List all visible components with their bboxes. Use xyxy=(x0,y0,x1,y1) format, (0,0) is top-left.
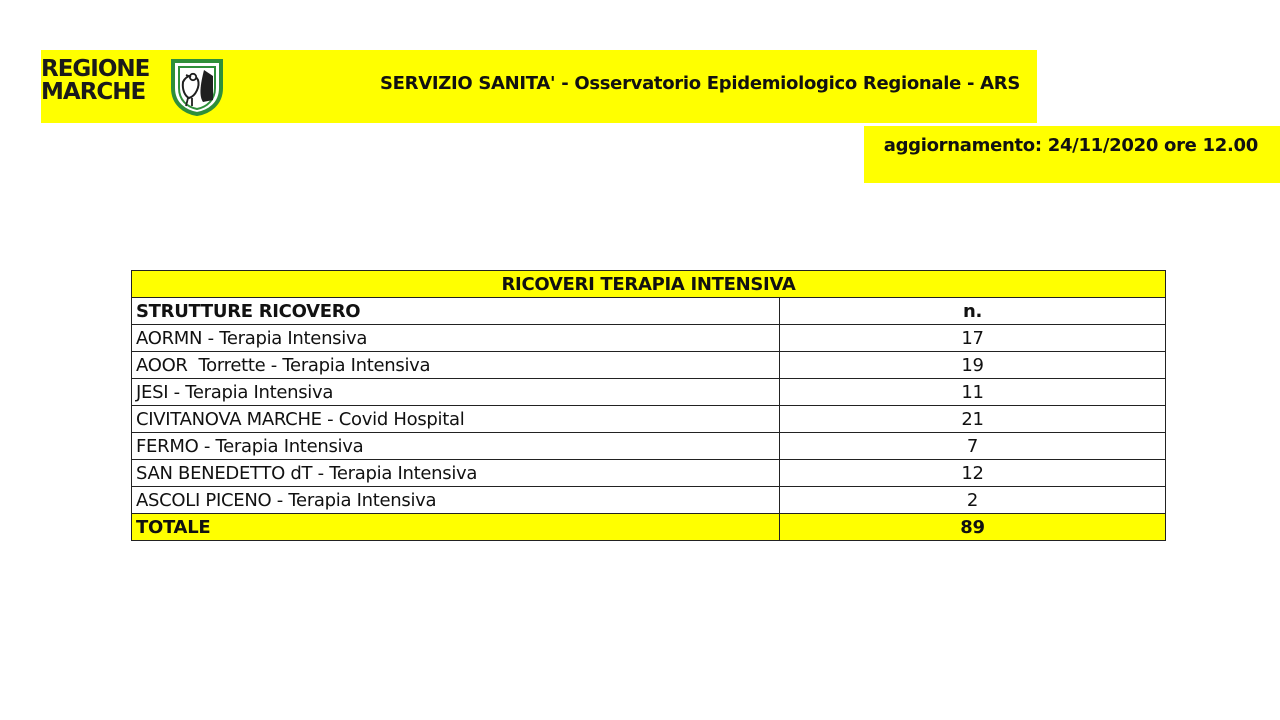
regione-marche-logo xyxy=(41,58,231,116)
table-total-row xyxy=(132,514,1166,541)
table-row xyxy=(132,352,1166,379)
row-name: AORMN - Terapia Intensiva xyxy=(132,325,780,352)
row-count: 11 xyxy=(780,379,1166,406)
row-name: JESI - Terapia Intensiva xyxy=(132,379,780,406)
logo-text xyxy=(41,58,169,104)
table-row xyxy=(132,460,1166,487)
page-title: SERVIZIO SANITA' - Osservatorio Epidemiologico Regionale - ARS xyxy=(379,73,1020,94)
row-name: AOOR Torrette - Terapia Intensiva xyxy=(132,352,780,379)
table-row xyxy=(132,379,1166,406)
table-row xyxy=(132,433,1166,460)
update-timestamp: aggiornamento: 24/11/2020 ore 12.00 xyxy=(883,135,1258,156)
regione-marche-emblem-icon xyxy=(169,58,225,116)
row-name: ASCOLI PICENO - Terapia Intensiva xyxy=(132,487,780,514)
row-name: SAN BENEDETTO dT - Terapia Intensiva xyxy=(132,460,780,487)
table-header-row xyxy=(132,298,1166,325)
icu-table xyxy=(131,270,1166,541)
row-name: CIVITANOVA MARCHE - Covid Hospital xyxy=(132,406,780,433)
row-count: 21 xyxy=(780,406,1166,433)
row-count: 2 xyxy=(780,487,1166,514)
table-row xyxy=(132,487,1166,514)
table-row xyxy=(132,406,1166,433)
logo-line-2: MARCHE xyxy=(41,79,146,105)
table-title-row xyxy=(132,271,1166,298)
row-name: FERMO - Terapia Intensiva xyxy=(132,433,780,460)
row-count: 7 xyxy=(780,433,1166,460)
row-count: 17 xyxy=(780,325,1166,352)
table-title: RICOVERI TERAPIA INTENSIVA xyxy=(132,271,1166,298)
column-header-structures: STRUTTURE RICOVERO xyxy=(132,298,780,325)
row-count: 19 xyxy=(780,352,1166,379)
total-value: 89 xyxy=(780,514,1166,541)
table-row xyxy=(132,325,1166,352)
column-header-count: n. xyxy=(780,298,1166,325)
total-label: TOTALE xyxy=(132,514,780,541)
row-count: 12 xyxy=(780,460,1166,487)
logo-line-1: REGIONE xyxy=(41,56,150,82)
